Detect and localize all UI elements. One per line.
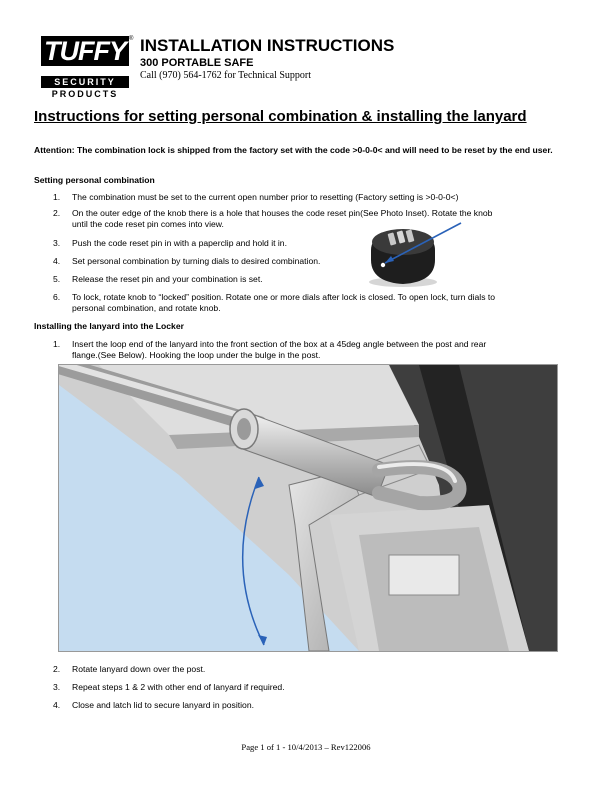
combination-step bbox=[53, 208, 583, 230]
step-text: On the outer edge of the knob there is a hole that houses the code reset pin(See Photo Inset). Rotate the knob bbox=[72, 208, 493, 218]
logo-line-security: SECURITY bbox=[41, 76, 129, 88]
step-text: Insert the loop end of the lanyard into the front section of the box at a 45deg angle between the post and rear bbox=[72, 339, 487, 349]
support-phone: Call (970) 564-1762 for Technical Support bbox=[140, 70, 312, 81]
step-number: 2. bbox=[53, 208, 61, 218]
step-text-continued: flange.(See Below). Hooking the loop under the bulge in the post. bbox=[72, 350, 321, 360]
step-number: 4. bbox=[53, 700, 61, 710]
page-footer: Page 1 of 1 - 10/4/2013 – Rev122006 bbox=[241, 742, 371, 752]
step-text-continued: until the code reset pin comes into view. bbox=[72, 219, 224, 229]
page-heading: Instructions for setting personal combination & installing the lanyard bbox=[34, 108, 527, 125]
attention-note: Attention: The combination lock is shipped from the factory set with the code >0-0-0< and will need to be reset by the end user. bbox=[34, 145, 553, 155]
logo-registered-mark: ® bbox=[129, 36, 134, 42]
logo-line-products: PRODUCTS bbox=[51, 89, 119, 99]
lock-knob-photo-inset bbox=[361, 220, 471, 288]
section-title-lanyard: Installing the lanyard into the Locker bbox=[34, 321, 184, 331]
step-text: Release the reset pin and your combination is set. bbox=[72, 274, 263, 284]
lanyard-step bbox=[53, 339, 583, 361]
step-number: 2. bbox=[53, 664, 61, 674]
step-text: Push the code reset pin in with a paperclip and hold it in. bbox=[72, 238, 287, 248]
product-model: 300 PORTABLE SAFE bbox=[140, 57, 254, 69]
section-title-combination: Setting personal combination bbox=[34, 175, 155, 185]
tuffy-logo bbox=[41, 36, 134, 102]
document-title: INSTALLATION INSTRUCTIONS bbox=[140, 36, 395, 55]
step-number: 3. bbox=[53, 238, 61, 248]
step-text: The combination must be set to the current open number prior to resetting (Factory setting is >0-0-0<) bbox=[72, 192, 459, 202]
step-text: Close and latch lid to secure lanyard in position. bbox=[72, 700, 255, 710]
step-text: Rotate lanyard down over the post. bbox=[72, 664, 206, 674]
step-number: 1. bbox=[53, 192, 61, 202]
lanyard-installation-illustration bbox=[58, 364, 558, 652]
step-text: Set personal combination by turning dials to desired combination. bbox=[72, 256, 321, 266]
step-number: 5. bbox=[53, 274, 61, 284]
step-text: To lock, rotate knob to “locked” position. Rotate one or more dials after lock is closed. To open lock, turn dials to bbox=[72, 292, 496, 302]
logo-brand: TUFFY bbox=[41, 36, 129, 66]
step-number: 4. bbox=[53, 256, 61, 266]
step-number: 1. bbox=[53, 339, 61, 349]
step-text-continued: personal combination, and rotate knob. bbox=[72, 303, 221, 313]
step-number: 6. bbox=[53, 292, 61, 302]
step-text: Repeat steps 1 & 2 with other end of lanyard if required. bbox=[72, 682, 285, 692]
combination-step bbox=[53, 292, 583, 314]
step-number: 3. bbox=[53, 682, 61, 692]
